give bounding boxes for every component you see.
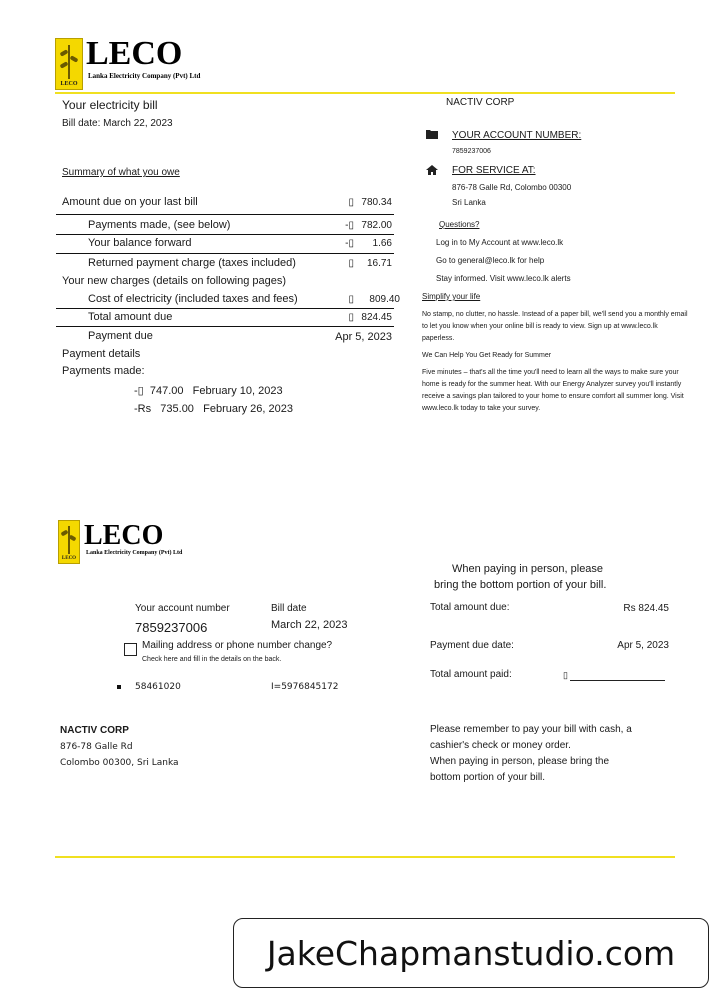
stub-account-label: Your account number [135,603,230,614]
summary-heading: Summary of what you owe [62,167,180,178]
divider [56,214,394,215]
returned-payment-label: Returned payment charge (taxes included) [88,257,296,269]
currency-symbol: ▯ [348,258,354,269]
summer-text: Five minutes – that's all the time you'll need to learn all the ways to make sure your home is ready for the summer heat. With our Energy Analyzer survey you'll instantly receive a savings plan tailored to your home to ensure comfort all summer long. Visit www.leco.lk today to take your survey. [422,369,684,412]
reminder-line3: When paying in person, please bring the [430,756,610,767]
divider [56,234,394,235]
mailing-change-hint: Check here and fill in the details on the back. [142,656,282,663]
account-heading: YOUR ACCOUNT NUMBER: [452,130,582,141]
divider [56,326,394,327]
mailing-change-checkbox[interactable] [124,643,137,656]
simplify-heading: Simplify your life [422,292,481,301]
stub-paid-field[interactable] [563,670,665,681]
stub-bill-date-label: Bill date [271,603,307,614]
currency-symbol: ▯ [348,197,354,208]
payment-entry: -Rs 735.00 February 26, 2023 [134,403,293,415]
currency-symbol: ▯ [348,294,354,305]
stub-total-due-label: Total amount due: [430,602,510,613]
payment-entry: -▯ 747.00 February 10, 2023 [134,385,283,397]
mailing-change-label: Mailing address or phone number change? [142,640,333,651]
customer-name: NACTIV CORP [60,725,129,736]
payments-made-heading: Payments made: [62,365,145,377]
paperless-text: No stamp, no clutter, no hassle. Instead of a paper bill, we'll send you a monthly email to let you know when your online bill is ready to view. Sign up at www.leco.lk paperless. [422,311,688,342]
logo-subtitle: Lanka Electricity Company (Pvt) Ltd [86,550,183,556]
top-divider [55,92,675,94]
returned-payment-value: 16.71 [366,258,392,269]
stub-due-date-value: Apr 5, 2023 [617,640,669,651]
service-address-line1: 876-78 Galle Rd, Colombo 00300 [452,183,572,192]
cost-electricity-value: 809.40 [369,294,400,305]
new-charges-label: Your new charges (details on following pages) [62,275,287,287]
logo-subtitle: Lanka Electricity Company (Pvt) Ltd [88,72,201,80]
in-person-line2: bring the bottom portion of your bill. [434,579,607,591]
currency-symbol: -▯ [345,238,354,249]
stub-code-right: I=5976845172 [271,682,339,692]
stub-due-date-label: Payment due date: [430,640,514,651]
leco-logo-icon: LECO [58,520,80,564]
account-number: 7859237006 [452,148,491,155]
balance-forward-label: Your balance forward [88,237,192,249]
bullet-icon [117,685,121,689]
customer-address-line2: Colombo 00300, Sri Lanka [60,758,179,768]
help-text: Go to general@leco.lk for help [436,256,545,265]
bottom-divider [55,856,675,858]
stub-paid-label: Total amount paid: [430,669,512,680]
amount-paid-blank[interactable] [570,671,665,681]
sidebar-company: NACTIV CORP [446,97,515,108]
amount-due-last-value: 780.34 [361,197,392,208]
total-due-label: Total amount due [88,311,173,323]
bill-title: Your electricity bill [62,98,158,112]
folder-icon [426,129,438,139]
login-text: Log in to My Account at www.leco.lk [436,238,564,247]
customer-address-line1: 876-78 Galle Rd [60,742,133,752]
balance-forward-value: 1.66 [372,238,392,249]
cost-electricity-label: Cost of electricity (included taxes and fees) [88,293,298,305]
payment-due-label: Payment due [88,330,153,342]
leco-logo-icon: LECO [55,38,83,90]
reminder-line2: cashier's check or money order. [430,740,571,751]
payments-made-value: 782.00 [361,220,392,231]
bill-date: Bill date: March 22, 2023 [62,118,173,129]
amount-due-last-label: Amount due on your last bill [62,196,198,208]
payment-due-value: Apr 5, 2023 [335,331,392,343]
divider [56,308,394,309]
divider [56,253,394,254]
stay-informed-text: Stay informed. Visit www.leco.lk alerts [436,274,571,283]
watermark-label: JakeChapmanstudio.com [233,918,709,988]
logo-name: LECO [86,35,183,72]
payments-made-label: Payments made, (see below) [88,219,231,231]
logo-name: LECO [84,520,164,551]
summer-heading: We Can Help You Get Ready for Summer [422,352,552,359]
service-heading: FOR SERVICE AT: [452,165,536,176]
service-address-line2: Sri Lanka [452,198,486,207]
currency-symbol: ▯ [348,312,354,323]
stub-account-number: 7859237006 [135,620,208,635]
currency-symbol: -▯ [345,220,354,231]
stub-code-left: 58461020 [135,682,181,692]
payment-details-label: Payment details [62,348,141,360]
stub-total-due-value: Rs 824.45 [623,603,669,614]
reminder-line4: bottom portion of your bill. [430,772,546,783]
in-person-line1: When paying in person, please [452,563,604,575]
currency-symbol: ▯ [563,670,568,680]
reminder-line1: Please remember to pay your bill with cash, a [430,724,632,735]
home-icon [426,165,438,175]
stub-bill-date: March 22, 2023 [271,619,348,631]
questions-link[interactable]: Questions? [439,220,480,229]
total-due-value: 824.45 [361,312,392,323]
